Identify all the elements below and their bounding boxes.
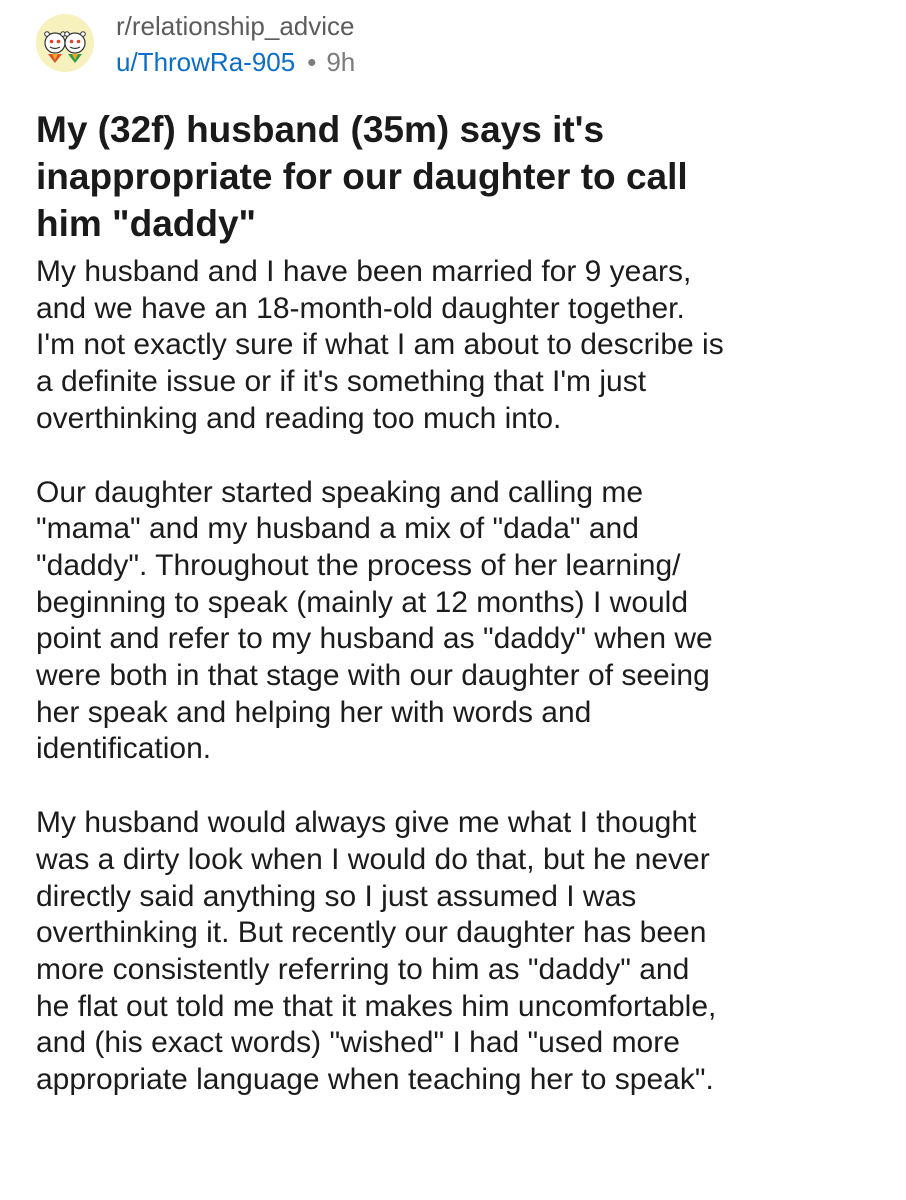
post-age: 9h	[326, 47, 356, 77]
post-meta	[116, 10, 355, 78]
post-body	[36, 254, 886, 1136]
post-byline	[116, 46, 355, 78]
post-paragraph: My husband and I have been married for 9 years, and we have an 18-month-old daughter together. I'm not exactly sure if what I am about to describe is a definite issue or if it's something that I'm just overthinking and reading too much into.	[36, 255, 724, 435]
separator-dot: •	[307, 47, 317, 77]
post-paragraph: Our daughter started speaking and calling me "mama" and my husband a mix of "dada" and "daddy". Throughout the process of her learning/ beginning to speak (mainly at 12 months) I would point and refer to my husband as "daddy" when we were both in that stage with our daughter of seeing her speak and helping her with words and identification.	[36, 475, 713, 766]
post-header	[36, 8, 876, 80]
reddit-snoo-avatar-icon[interactable]	[36, 14, 94, 72]
post-title[interactable]: My (32f) husband (35m) says it's inappropriate for our daughter to call him "daddy"	[36, 109, 688, 244]
subreddit-name[interactable]: r/relationship_advice	[116, 11, 355, 41]
author-link[interactable]: u/ThrowRa-905	[116, 47, 296, 77]
post-paragraph: My husband would always give me what I thought was a dirty look when I would do that, but he never directly said anything so I just assumed I was overthinking it. But recently our daughter has been more consistently referring to him as "daddy" and he flat out told me that it makes him uncomfortable, and (his exact words) "wished" I had "used more appropriate language when teaching her to speak".	[36, 806, 717, 1097]
